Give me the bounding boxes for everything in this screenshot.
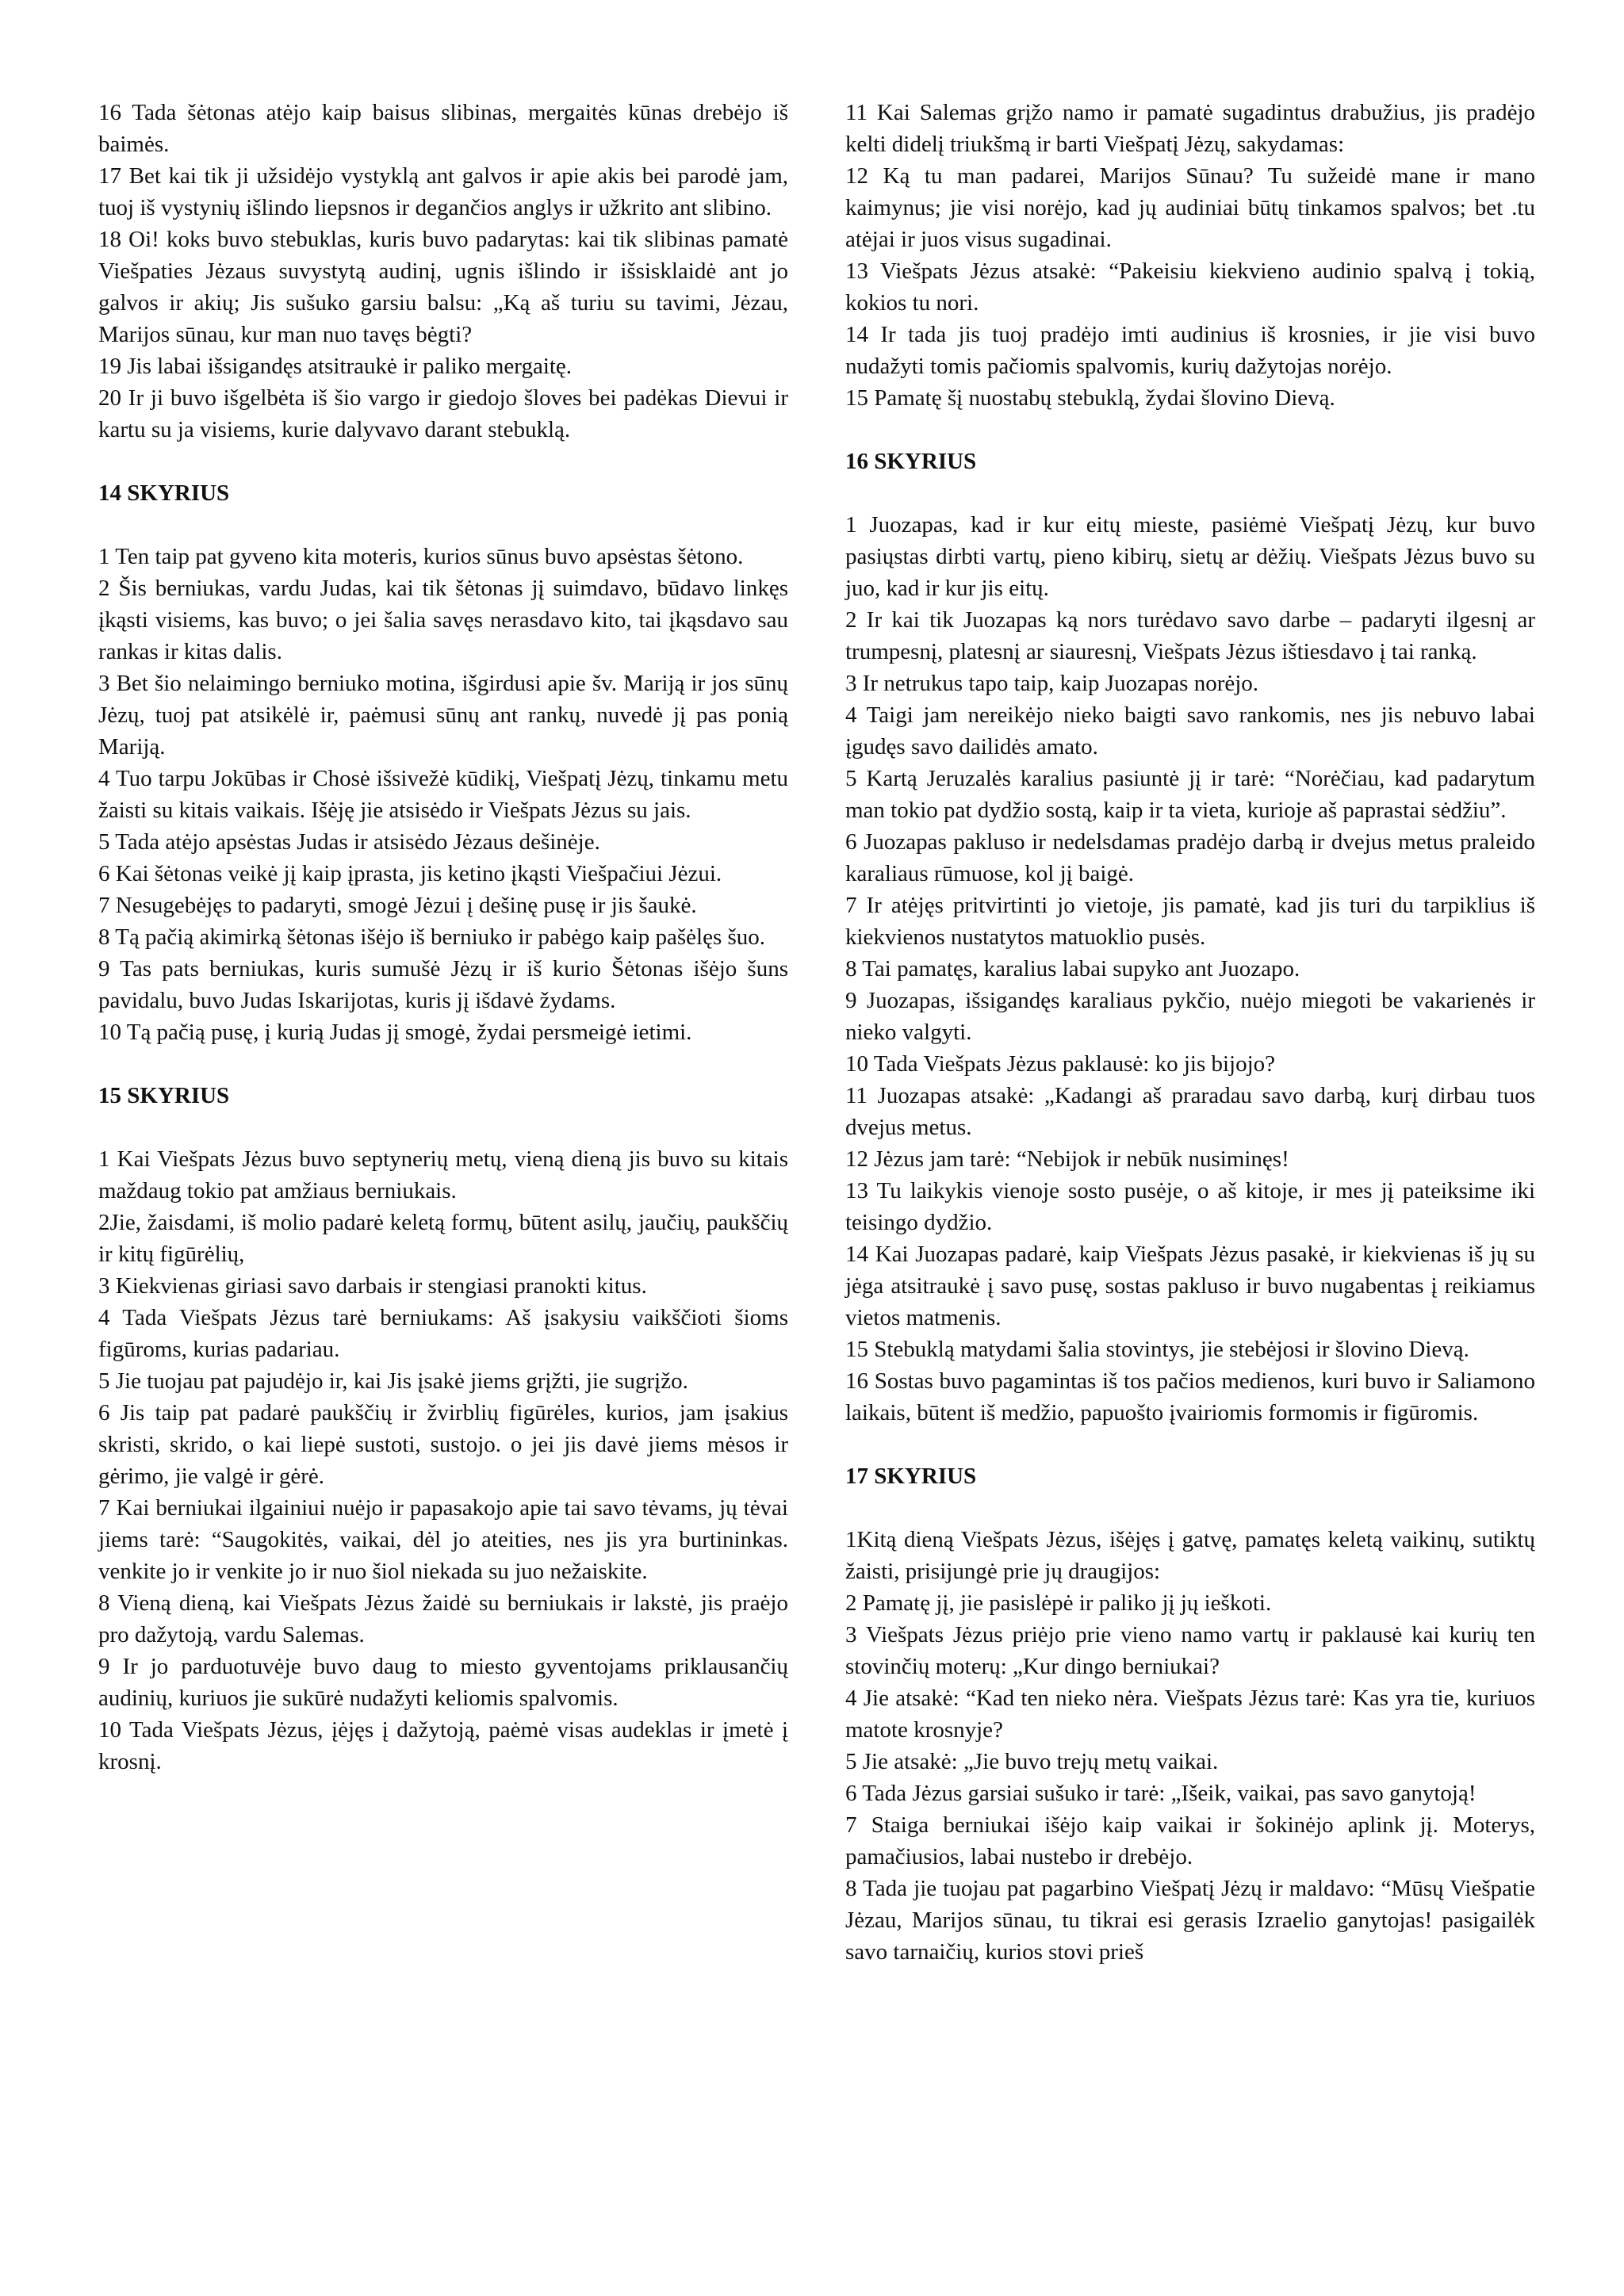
- verse: 14 Kai Juozapas padarė, kaip Viešpats Jėzus pasakė, ir kiekvienas iš jų su jėga atsitraukė į savo pusę, sostas pakluso ir buvo nugabentas į reikiamus vietos matmenis.: [845, 1242, 1535, 1330]
- verse: 1 Kai Viešpats Jėzus buvo septynerių metų, vieną dieną jis buvo su kitais maždaug tokio pat amžiaus berniukais.: [98, 1146, 788, 1203]
- right-column: [845, 97, 1535, 1968]
- verse: 11 Kai Salemas grįžo namo ir pamatė sugadintus drabužius, jis pradėjo kelti didelį triukšmą ir barti Viešpatį Jėzų, sakydamas:: [845, 100, 1535, 157]
- verse: 10 Tą pačią pusę, į kurią Judas jį smogė, žydai persmeigė ietimi.: [98, 1020, 692, 1045]
- chapter-heading-17: 17 SKYRIUS: [845, 1464, 977, 1489]
- verse: 3 Ir netrukus tapo taip, kaip Juozapas norėjo.: [845, 671, 1259, 696]
- verse: 5 Kartą Jeruzalės karalius pasiuntė jį ir tarė: “Norėčiau, kad padarytum man tokio pat dydžio sostą, kaip ir ta vieta, kurioje aš paprastai sėdžiu”.: [845, 766, 1535, 823]
- verse: 8 Tai pamatęs, karalius labai supyko ant Juozapo.: [845, 956, 1300, 982]
- verse: 7 Kai berniukai ilgainiui nuėjo ir papasakojo apie tai savo tėvams, jų tėvai jiems tarė: “Saugokitės, vaikai, dėl jo ateities, nes jis yra burtininkas. venkite jo ir venkite jo ir nuo šiol niekada su juo nežaiskite.: [98, 1495, 788, 1584]
- verse: 13 Viešpats Jėzus atsakė: “Pakeisiu kiekvieno audinio spalvą į tokią, kokios tu nori.: [845, 258, 1535, 316]
- verse: 18 Oi! koks buvo stebuklas, kuris buvo padarytas: kai tik slibinas pamatė Viešpaties Jėzaus suvystytą audinį, ugnis išlindo ir išsisklaidė ant jo galvos ir akių; Jis sušuko garsiu balsu: „Ką aš turiu su tavimi, Jėzau, Marijos sūnau, kur man nuo tavęs bėgti?: [98, 227, 788, 347]
- verse: 6 Jis taip pat padarė paukščių ir žvirblių figūrėles, kurios, jam įsakius skristi, skrido, o kai liepė sustoti, sustojo. o jei jis davė jiems mėsos ir gėrimo, jie valgė ir gėrė.: [98, 1400, 788, 1489]
- verse: 9 Tas pats berniukas, kuris sumušė Jėzų ir iš kurio Šėtonas išėjo šuns pavidalu, buvo Judas Iskarijotas, kuris jį išdavė žydams.: [98, 956, 788, 1013]
- verse: 10 Tada Viešpats Jėzus paklausė: ko jis bijojo?: [845, 1051, 1276, 1077]
- verse: 2 Ir kai tik Juozapas ką nors turėdavo savo darbe – padaryti ilgesnį ar trumpesnį, platesnį ar siauresnį, Viešpats Jėzus ištiesdavo į tai ranką.: [845, 607, 1535, 664]
- verse: 4 Jie atsakė: “Kad ten nieko nėra. Viešpats Jėzus tarė: Kas yra tie, kuriuos matote krosnyje?: [845, 1686, 1535, 1743]
- left-column: [98, 97, 788, 1777]
- verse: 1Kitą dieną Viešpats Jėzus, išėjęs į gatvę, pamatęs keletą vaikinų, sutiktų žaisti, prisijungė prie jų draugijos:: [845, 1527, 1535, 1584]
- chapter-15-continuation: [845, 97, 1535, 414]
- verse: 15 Pamatę šį nuostabų stebuklą, žydai šlovino Dievą.: [845, 385, 1335, 411]
- verse: 2 Pamatę jį, jie pasislėpė ir paliko jį jų ieškoti.: [845, 1590, 1272, 1616]
- verse: 5 Tada atėjo apsėstas Judas ir atsisėdo Jėzaus dešinėje.: [98, 829, 600, 855]
- chapter-heading-15: 15 SKYRIUS: [98, 1083, 230, 1108]
- verse: 19 Jis labai išsigandęs atsitraukė ir paliko mergaitę.: [98, 354, 573, 379]
- verse: 15 Stebuklą matydami šalia stovintys, jie stebėjosi ir šlovino Dievą.: [845, 1337, 1469, 1362]
- verse: 4 Taigi jam nereikėjo nieko baigti savo rankomis, nes jis nebuvo labai įgudęs savo dailidės amato.: [845, 702, 1535, 760]
- verse: 16 Tada šėtonas atėjo kaip baisus slibinas, mergaitės kūnas drebėjo iš baimės.: [98, 100, 788, 157]
- verse: 12 Jėzus jam tarė: “Nebijok ir nebūk nusiminęs!: [845, 1146, 1289, 1172]
- chapter-heading-16: 16 SKYRIUS: [845, 449, 977, 474]
- verse: 17 Bet kai tik ji užsidėjo vystyklą ant galvos ir apie akis bei parodė jam, tuoj iš vystynių išlindo liepsnos ir degančios anglys ir užkrito ant slibino.: [98, 163, 788, 220]
- verse: 7 Nesugebėjęs to padaryti, smogė Jėzui į dešinę pusę ir jis šaukė.: [98, 893, 697, 918]
- verse: 7 Staiga berniukai išėjo kaip vaikai ir šokinėjo aplink jį. Moterys, pamačiusios, labai nustebo ir drebėjo.: [845, 1812, 1535, 1869]
- verse: 1 Juozapas, kad ir kur eitų mieste, pasiėmė Viešpatį Jėzų, kur buvo pasiųstas dirbti vartų, pieno kibirų, sietų ar dėžių. Viešpats Jėzus buvo su juo, kad ir kur jis eitų.: [845, 512, 1535, 601]
- verse: 13 Tu laikykis vienoje sosto pusėje, o aš kitoje, ir mes jį pateiksime iki teisingo dydžio.: [845, 1178, 1535, 1235]
- verse: 9 Juozapas, išsigandęs karaliaus pykčio, nuėjo miegoti be vakarienės ir nieko valgyti.: [845, 988, 1535, 1045]
- verse: 8 Tada jie tuojau pat pagarbino Viešpatį Jėzų ir maldavo: “Mūsų Viešpatie Jėzau, Marijos sūnau, tu tikrai esi gerasis Izraelio ganytojas! pasigailėk savo tarnaičių, kurios stovi prieš: [845, 1876, 1535, 1965]
- chapter-17: [845, 1524, 1535, 1968]
- verse: 14 Ir tada jis tuoj pradėjo imti audinius iš krosnies, ir jie visi buvo nudažyti tomis pačiomis spalvomis, kurių dažytojas norėjo.: [845, 322, 1535, 379]
- verse: 5 Jie atsakė: „Jie buvo trejų metų vaikai.: [845, 1749, 1219, 1774]
- verse: 16 Sostas buvo pagamintas iš tos pačios medienos, kuri buvo ir Saliamono laikais, būtent iš medžio, papuošto įvairiomis formomis ir figūromis.: [845, 1368, 1535, 1425]
- verse: 11 Juozapas atsakė: „Kadangi aš praradau savo darbą, kurį dirbau tuos dvejus metus.: [845, 1083, 1535, 1140]
- verse: 7 Ir atėjęs pritvirtinti jo vietoje, jis pamatė, kad jis turi du tarpiklius iš kiekvienos nustatytos matuoklio pusės.: [845, 893, 1535, 950]
- chapter-13-continuation: [98, 97, 788, 446]
- verse: 4 Tuo tarpu Jokūbas ir Chosė išsivežė kūdikį, Viešpatį Jėzų, tinkamu metu žaisti su kitais vaikais. Išėję jie atsisėdo ir Viešpats Jėzus su jais.: [98, 766, 788, 823]
- chapter-14: [98, 541, 788, 1048]
- verse: 2 Šis berniukas, vardu Judas, kai tik šėtonas jį suimdavo, būdavo linkęs įkąsti visiems, kas buvo; o jei šalia savęs nerasdavo kito, tai įkąsdavo sau rankas ir kitas dalis.: [98, 576, 788, 664]
- verse: 6 Tada Jėzus garsiai sušuko ir tarė: „Išeik, vaikai, pas savo ganytoją!: [845, 1781, 1477, 1806]
- chapter-15: [98, 1143, 788, 1777]
- verse: 8 Vieną dieną, kai Viešpats Jėzus žaidė su berniukais ir lakstė, jis praėjo pro dažytoją, vardu Salemas.: [98, 1590, 788, 1647]
- chapter-16: [845, 509, 1535, 1429]
- verse: 2Jie, žaisdami, iš molio padarė keletą formų, būtent asilų, jaučių, paukščių ir kitų figūrėlių,: [98, 1210, 788, 1267]
- verse: 4 Tada Viešpats Jėzus tarė berniukams: Aš įsakysiu vaikščioti šioms figūroms, kurias padariau.: [98, 1305, 788, 1362]
- verse: 1 Ten taip pat gyveno kita moteris, kurios sūnus buvo apsėstas šėtono.: [98, 544, 744, 569]
- verse: 20 Ir ji buvo išgelbėta iš šio vargo ir giedojo šloves bei padėkas Dievui ir kartu su ja visiems, kurie dalyvavo darant stebuklą.: [98, 385, 788, 442]
- verse: 9 Ir jo parduotuvėje buvo daug to miesto gyventojams priklausančių audinių, kuriuos jie sukūrė nudažyti keliomis spalvomis.: [98, 1654, 788, 1711]
- verse: 10 Tada Viešpats Jėzus, įėjęs į dažytoją, paėmė visas audeklas ir įmetė į krosnį.: [98, 1717, 788, 1774]
- verse: 5 Jie tuojau pat pajudėjo ir, kai Jis įsakė jiems grįžti, jie sugrįžo.: [98, 1368, 688, 1394]
- verse: 12 Ką tu man padarei, Marijos Sūnau? Tu sužeidė mane ir mano kaimynus; jie visi norėjo, kad jų audiniai būtų tinkamos spalvos; bet .tu atėjai ir juos visus sugadinai.: [845, 163, 1535, 252]
- verse: 6 Kai šėtonas veikė jį kaip įprasta, jis ketino įkąsti Viešpačiui Jėzui.: [98, 861, 722, 886]
- verse: 8 Tą pačią akimirką šėtonas išėjo iš berniuko ir pabėgo kaip pašėlęs šuo.: [98, 924, 766, 950]
- chapter-heading-14: 14 SKYRIUS: [98, 480, 230, 506]
- verse: 3 Bet šio nelaimingo berniuko motina, išgirdusi apie šv. Mariją ir jos sūnų Jėzų, tuoj pat atsikėlė ir, paėmusi sūnų ant rankų, nuvedė jį pas ponią Mariją.: [98, 671, 788, 760]
- verse: 6 Juozapas pakluso ir nedelsdamas pradėjo darbą ir dvejus metus praleido karaliaus rūmuose, kol jį baigė.: [845, 829, 1535, 886]
- verse: 3 Viešpats Jėzus priėjo prie vieno namo vartų ir paklausė kai kurių ten stovinčių moterų: „Kur dingo berniukai?: [845, 1622, 1535, 1679]
- verse: 3 Kiekvienas giriasi savo darbais ir stengiasi pranokti kitus.: [98, 1273, 647, 1299]
